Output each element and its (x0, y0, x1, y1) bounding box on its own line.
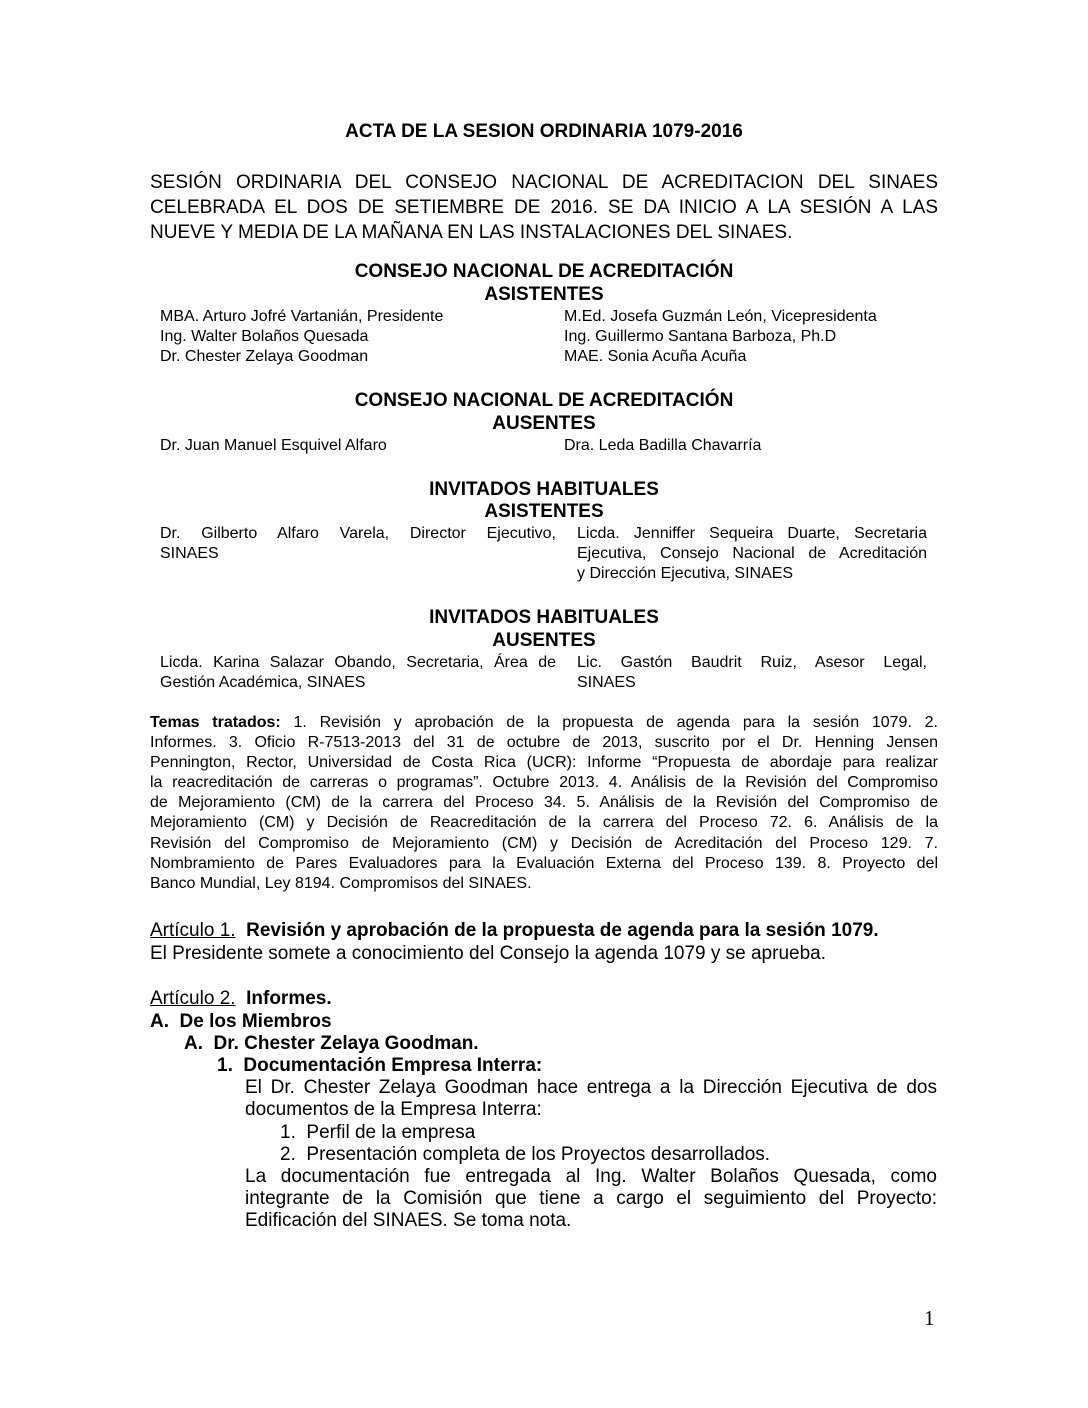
attendees-left-column (160, 307, 560, 367)
topics-line: Nombramiento de Pares Evaluadores para la Evaluación Externa del Proceso 139. 8. Proyecto del (150, 854, 938, 872)
absent-guests-right-column (577, 653, 927, 693)
article-2-heading (150, 988, 332, 1010)
article-title: Informes. (246, 988, 332, 1009)
guest-text-line: Gestión Académica, SINAES (160, 674, 366, 691)
attendee-name: MAE. Sonia Acuña Acuña (564, 348, 747, 365)
attendee-name: Ing. Guillermo Santana Barboza, Ph.D (564, 328, 837, 345)
topics-line: Informes. 3. Oficio R-7513-2013 del 31 de octubre de 2013, suscrito por el Dr. Henning Jensen (150, 734, 938, 752)
sub-list-item: 2. Presentación completa de los Proyectos desarrollados. (280, 1144, 771, 1165)
attendee-name: MBA. Arturo Jofré Vartanián, Presidente (160, 308, 444, 325)
topics-paragraph (150, 713, 938, 894)
intro-line: SESIÓN ORDINARIA DEL CONSEJO NACIONAL DE ACREDITACION DEL SINAES (150, 172, 938, 193)
topics-line: Temas tratados: 1. Revisión y aprobación de la propuesta de agenda para la sesión 1079. 2. (150, 714, 939, 731)
guest-text-line: y Dirección Ejecutiva, SINAES (577, 565, 794, 582)
guests-right-column (577, 524, 927, 584)
article-label: Artículo 2. (150, 988, 236, 1009)
paragraph-line: La documentación fue entregada al Ing. Walter Bolaños Quesada, como (245, 1166, 937, 1187)
topics-line: Revisión del Compromiso de Mejoramiento (CM) y Decisión de Acreditación del Proceso 129. 7. (150, 834, 938, 852)
item-1-paragraph-1 (245, 1077, 937, 1121)
absent-guests-left-column (160, 653, 556, 693)
intro-line: NUEVE Y MEDIA DE LA MAÑANA EN LAS INSTALACIONES DEL SINAES. (150, 222, 793, 243)
paragraph-line: El Dr. Chester Zelaya Goodman hace entrega a la Dirección Ejecutiva de dos (245, 1077, 937, 1098)
attendee-name: Ing. Walter Bolaños Quesada (160, 328, 369, 345)
guest-text-line: Licda. Jenniffer Sequeira Duarte, Secretaria (577, 525, 927, 542)
guests-left-column (160, 524, 556, 564)
section-heading: INVITADOS HABITUALES (429, 479, 659, 500)
paragraph-line: Edificación del SINAES. Se toma nota. (245, 1210, 572, 1232)
item-1-paragraph-2 (245, 1166, 937, 1233)
guest-text-line: Licda. Karina Salazar Obando, Secretaria, Área de (160, 654, 556, 671)
absentee-name: Dra. Leda Badilla Chavarría (564, 437, 762, 454)
article-1-heading (150, 920, 879, 942)
attendee-name: M.Ed. Josefa Guzmán León, Vicepresidenta (564, 308, 877, 325)
topics-line: la reacreditación de carreras o programas”. Octubre 2013. 4. Análisis de la Revisión del Compromiso (150, 774, 938, 792)
item-1-heading: 1. Documentación Empresa Interra: (217, 1055, 543, 1076)
article-label: Artículo 1. (150, 920, 236, 941)
subsection-a-heading: A. Dr. Chester Zelaya Goodman. (184, 1033, 479, 1054)
absentees-left-column (160, 436, 560, 456)
guest-text-line: Dr. Gilberto Alfaro Varela, Director Ejecutivo, (160, 525, 556, 542)
attendees-right-column (564, 307, 944, 367)
article-1-body: El Presidente somete a conocimiento del Consejo la agenda 1079 y se aprueba. (150, 943, 826, 964)
paragraph-line: integrante de la Comisión que tiene a cargo el seguimiento del Proyecto: (245, 1188, 937, 1210)
topics-label: Temas tratados: (150, 714, 281, 731)
section-subheading: ASISTENTES (484, 501, 604, 522)
section-heading: CONSEJO NACIONAL DE ACREDITACIÓN (354, 261, 734, 282)
topics-line: Mejoramiento (CM) y Decisión de Reacreditación de la carrera del Proceso 72. 6. Análisis de la (150, 814, 938, 832)
intro-line: CELEBRADA EL DOS DE SETIEMBRE DE 2016. SE DA INICIO A LA SESIÓN A LAS (150, 197, 938, 218)
absentee-name: Dr. Juan Manuel Esquivel Alfaro (160, 437, 387, 454)
guest-text-line: SINAES (577, 674, 636, 691)
section-subheading: AUSENTES (492, 630, 596, 651)
guest-text-line: SINAES (160, 545, 219, 562)
section-a-heading: A. De los Miembros (150, 1011, 332, 1032)
guest-text-line: Lic. Gastón Baudrit Ruiz, Asesor Legal, (577, 654, 927, 671)
sub-list-item: 1. Perfil de la empresa (280, 1122, 476, 1143)
absentees-right-column (564, 436, 944, 456)
attendee-name: Dr. Chester Zelaya Goodman (160, 348, 369, 365)
section-heading: INVITADOS HABITUALES (429, 607, 659, 628)
section-subheading: ASISTENTES (484, 284, 604, 305)
section-subheading: AUSENTES (492, 413, 596, 434)
section-heading: CONSEJO NACIONAL DE ACREDITACIÓN (354, 390, 734, 411)
topics-line: Pennington, Rector, Universidad de Costa Rica (UCR): Informe “Propuesta de abordaje para realizar (150, 754, 938, 772)
article-title: Revisión y aprobación de la propuesta de agenda para la sesión 1079. (246, 920, 879, 941)
paragraph-line: documentos de la Empresa Interra: (245, 1099, 542, 1121)
guest-text-line: Ejecutiva, Consejo Nacional de Acreditación (577, 545, 927, 562)
session-intro (150, 170, 938, 245)
document-title: ACTA DE LA SESION ORDINARIA 1079-2016 (345, 121, 743, 142)
page-number: 1 (924, 1306, 935, 1330)
topics-line: de Mejoramiento (CM) de la carrera del Proceso 34. 5. Análisis de la Revisión del Compromiso de (150, 794, 938, 812)
topics-line: Banco Mundial, Ley 8194. Compromisos del SINAES. (150, 874, 532, 892)
